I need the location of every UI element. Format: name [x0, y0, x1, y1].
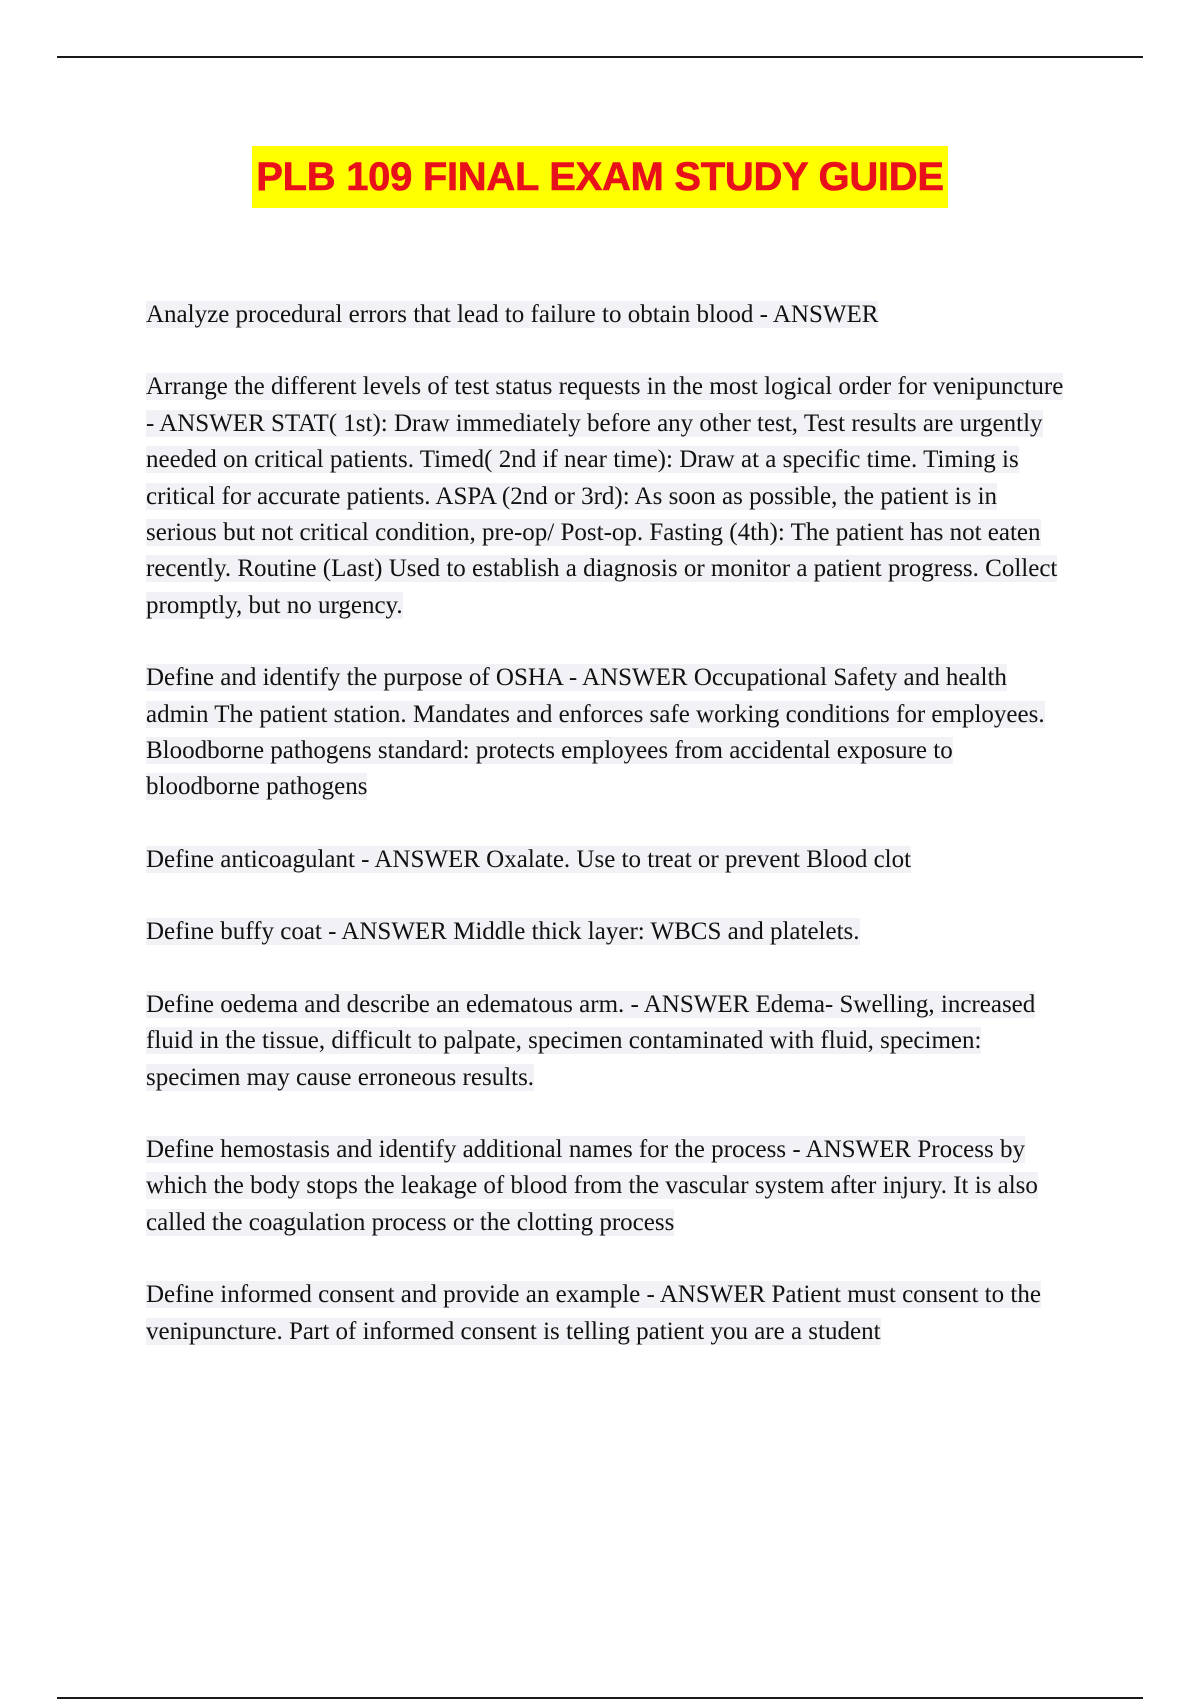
bottom-rule — [57, 1697, 1143, 1699]
qa-entry — [146, 914, 1066, 950]
page-title: PLB 109 FINAL EXAM STUDY GUIDE — [252, 146, 947, 208]
qa-entry — [146, 369, 1066, 624]
qa-text: Analyze procedural errors that lead to failure to obtain blood - ANSWER — [146, 301, 879, 328]
title-container — [0, 146, 1200, 208]
qa-entry — [146, 297, 1066, 333]
qa-text: Arrange the different levels of test status requests in the most logical order for venipuncture - ANSWER STAT( 1st): Draw immediately before any other test, Test results are urgently needed on critical patients. Timed( 2nd if near time): Draw at a specific time. Timing is critical for accurate patients. ASPA (2nd or 3rd): As soon as possible, the patient is in serious but not critical condition, pre-op/ Post-op. Fasting (4th): The patient has not eaten recently. Routine (Last) Used to establish a diagnosis or monitor a patient progress. Collect promptly, but no urgency. — [146, 373, 1064, 619]
qa-entry — [146, 842, 1066, 878]
qa-entry — [146, 1132, 1066, 1241]
qa-text: Define buffy coat - ANSWER Middle thick layer: WBCS and platelets. — [146, 918, 860, 946]
qa-text: Define anticoagulant - ANSWER Oxalate. Use to treat or prevent Blood clot — [146, 845, 912, 873]
qa-entry — [146, 987, 1066, 1096]
qa-list — [146, 297, 1066, 1386]
qa-text: Define and identify the purpose of OSHA - ANSWER Occupational Safety and health admin The patient station. Mandates and enforces safe working conditions for employees. Bloodborne pathogens standard: protects employees from accidental exposure to bloodborne pathogens — [146, 664, 1045, 801]
top-rule — [57, 56, 1143, 58]
qa-entry — [146, 660, 1066, 806]
qa-text: Define informed consent and provide an example - ANSWER Patient must consent to the venipuncture. Part of informed consent is telling patient you are a student — [146, 1281, 1041, 1345]
qa-entry — [146, 1277, 1066, 1350]
qa-text: Define oedema and describe an edematous arm. - ANSWER Edema- Swelling, increased fluid in the tissue, difficult to palpate, specimen contaminated with fluid, specimen: specimen may cause erroneous results. — [146, 990, 1036, 1091]
qa-text: Define hemostasis and identify additional names for the process - ANSWER Process by which the body stops the leakage of blood from the vascular system after injury. It is also called the coagulation process or the clotting process — [146, 1135, 1038, 1236]
